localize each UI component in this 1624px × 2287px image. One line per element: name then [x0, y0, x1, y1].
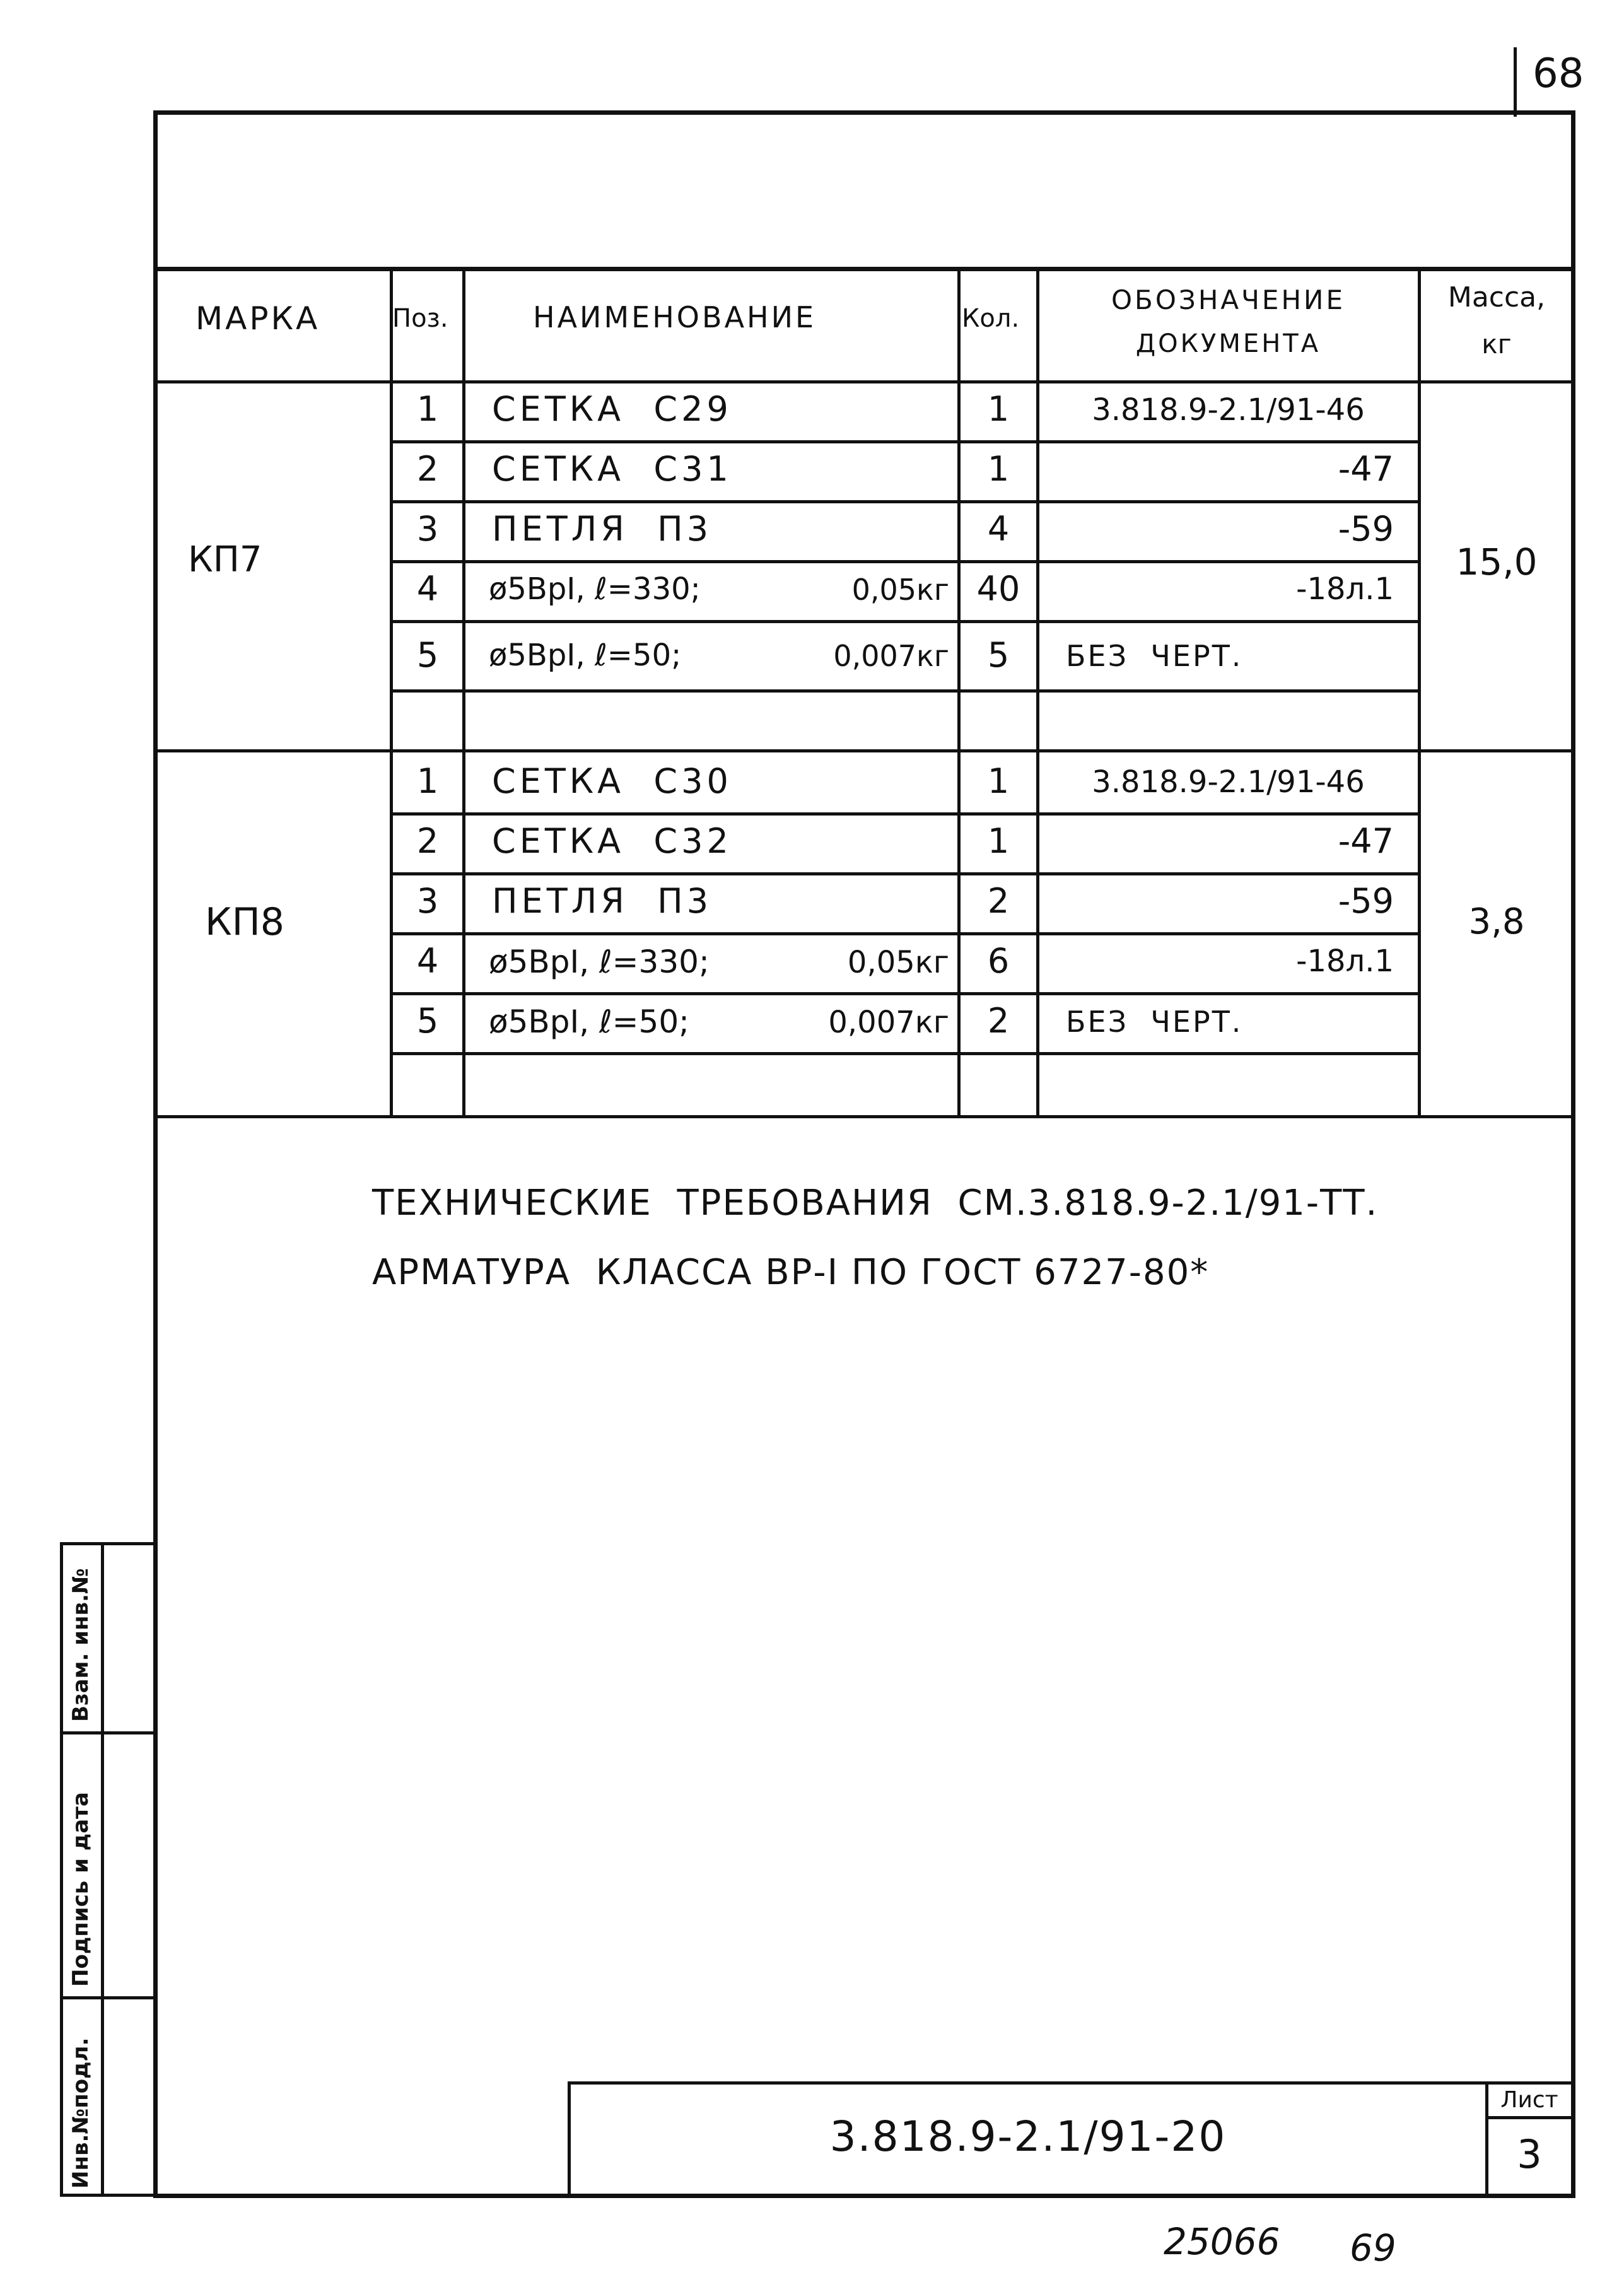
row-line [390, 689, 1420, 693]
row-name: СЕТКА С32 [492, 821, 732, 861]
row-pos: 5 [416, 1001, 439, 1041]
row-qty: 2 [987, 1001, 1010, 1041]
side-stamp-divider [60, 1996, 155, 1999]
row-qty: 1 [987, 761, 1010, 801]
row-qty: 40 [976, 569, 1020, 609]
header-mark: МАРКА [196, 300, 320, 337]
row-pos: 3 [416, 881, 439, 921]
page-number-divider [1514, 47, 1517, 117]
col-line-doc [1036, 267, 1039, 1115]
frame-bottom [153, 2194, 1575, 2198]
header-designation-1: ОБОЗНАЧЕНИЕ [1111, 284, 1346, 315]
row-line [390, 932, 1420, 935]
row-doc: -59 [1338, 509, 1394, 549]
row-name: СЕТКА С31 [492, 449, 732, 489]
technical-requirements-note: ТЕХНИЧЕСКИЕ ТРЕБОВАНИЯ СМ.3.818.9-2.1/91-ТТ. [372, 1183, 1379, 1224]
row-line [390, 620, 1420, 623]
frame-left [153, 110, 158, 2198]
row-name: ø5ВрI, ℓ=50; [489, 1003, 689, 1040]
header-mass-2: кг [1481, 329, 1512, 360]
page-number: 68 [1533, 50, 1584, 97]
row-name-mass: 0,05кг [847, 945, 949, 980]
row-pos: 5 [416, 635, 439, 675]
row-qty: 6 [987, 941, 1010, 981]
row-doc: -47 [1338, 821, 1394, 861]
group-mass: 15,0 [1456, 541, 1538, 583]
row-name-mass: 0,007кг [828, 1005, 949, 1040]
row-pos: 2 [416, 449, 439, 489]
row-pos: 2 [416, 821, 439, 861]
row-line [390, 992, 1420, 995]
table-bottom-line [153, 1115, 1575, 1118]
header-mass-1: Масса, [1447, 281, 1546, 313]
row-qty: 4 [987, 509, 1010, 549]
row-line [390, 560, 1420, 563]
group-divider-line [153, 749, 1575, 752]
row-pos: 4 [416, 569, 439, 609]
side-stamp-bottom [60, 2194, 155, 2197]
row-doc: -18л.1 [1296, 571, 1394, 607]
header-pos: Поз. [392, 304, 448, 333]
row-name: ПЕТЛЯ П3 [492, 509, 713, 549]
header-qty: Кол. [962, 304, 1020, 333]
row-name: ø5ВрI, ℓ=330; [489, 571, 701, 607]
row-line [390, 500, 1420, 503]
group-mark: КП8 [205, 900, 284, 944]
row-doc: -59 [1338, 881, 1394, 921]
header-name: НАИМЕНОВАНИЕ [533, 300, 817, 334]
reinforcement-class-note: АРМАТУРА КЛАССА ВР-I ПО ГОСТ 6727-80* [372, 1252, 1210, 1293]
row-name-mass: 0,007кг [833, 639, 949, 673]
row-qty: 2 [987, 881, 1010, 921]
row-doc: 3.818.9-2.1/91-46 [1092, 392, 1365, 428]
row-line [390, 872, 1420, 875]
row-pos: 1 [416, 761, 439, 801]
stamp-signature-date: Подпись и дата [68, 1792, 93, 1987]
row-name-mass: 0,05кг [851, 573, 949, 607]
row-line [390, 1052, 1420, 1055]
col-line-name [462, 267, 465, 1115]
row-line [390, 440, 1420, 443]
row-doc: 3.818.9-2.1/91-46 [1092, 764, 1365, 800]
side-stamp-inner [101, 1542, 104, 2195]
row-qty: 1 [987, 821, 1010, 861]
row-doc: БЕЗ ЧЕРТ. [1066, 639, 1243, 673]
header-designation-2: ДОКУМЕНТА [1135, 329, 1321, 358]
side-stamp-divider [60, 1731, 155, 1734]
stamp-vzam-inv: Взам. инв.№ [68, 1568, 93, 1722]
row-doc: -47 [1338, 449, 1394, 489]
row-pos: 4 [416, 941, 439, 981]
row-name: ПЕТЛЯ П3 [492, 881, 713, 921]
row-name: ø5ВрI, ℓ=50; [489, 638, 682, 673]
row-name: СЕТКА С29 [492, 389, 732, 429]
side-stamp-outer [60, 1542, 63, 2195]
document-code: 3.818.9-2.1/91-20 [829, 2112, 1227, 2161]
title-block-sheet-line [1485, 2116, 1574, 2119]
sheet-number: 3 [1517, 2131, 1542, 2177]
group-mark: КП7 [188, 539, 262, 580]
archive-number: 25066 [1164, 2220, 1280, 2263]
sheet-label: Лист [1500, 2087, 1558, 2113]
row-doc: -18л.1 [1296, 944, 1394, 979]
row-qty: 1 [987, 449, 1010, 489]
row-qty: 5 [987, 635, 1010, 675]
table-top-line [153, 267, 1575, 271]
row-line [390, 812, 1420, 816]
row-doc: БЕЗ ЧЕРТ. [1066, 1005, 1243, 1039]
group-mass: 3,8 [1468, 901, 1525, 942]
title-block-top [568, 2081, 1574, 2085]
row-pos: 3 [416, 509, 439, 549]
row-name: СЕТКА С30 [492, 761, 732, 801]
row-pos: 1 [416, 389, 439, 429]
side-stamp-top [60, 1542, 155, 1545]
col-line-mass [1418, 267, 1421, 1115]
frame-right [1571, 110, 1575, 2198]
stamp-inv-podl: Инв.№подл. [68, 2037, 93, 2189]
archive-page: 69 [1350, 2226, 1396, 2269]
frame-top [153, 110, 1575, 115]
row-name: ø5ВрI, ℓ=330; [489, 944, 710, 980]
row-qty: 1 [987, 389, 1010, 429]
header-bottom-line [153, 380, 1575, 383]
